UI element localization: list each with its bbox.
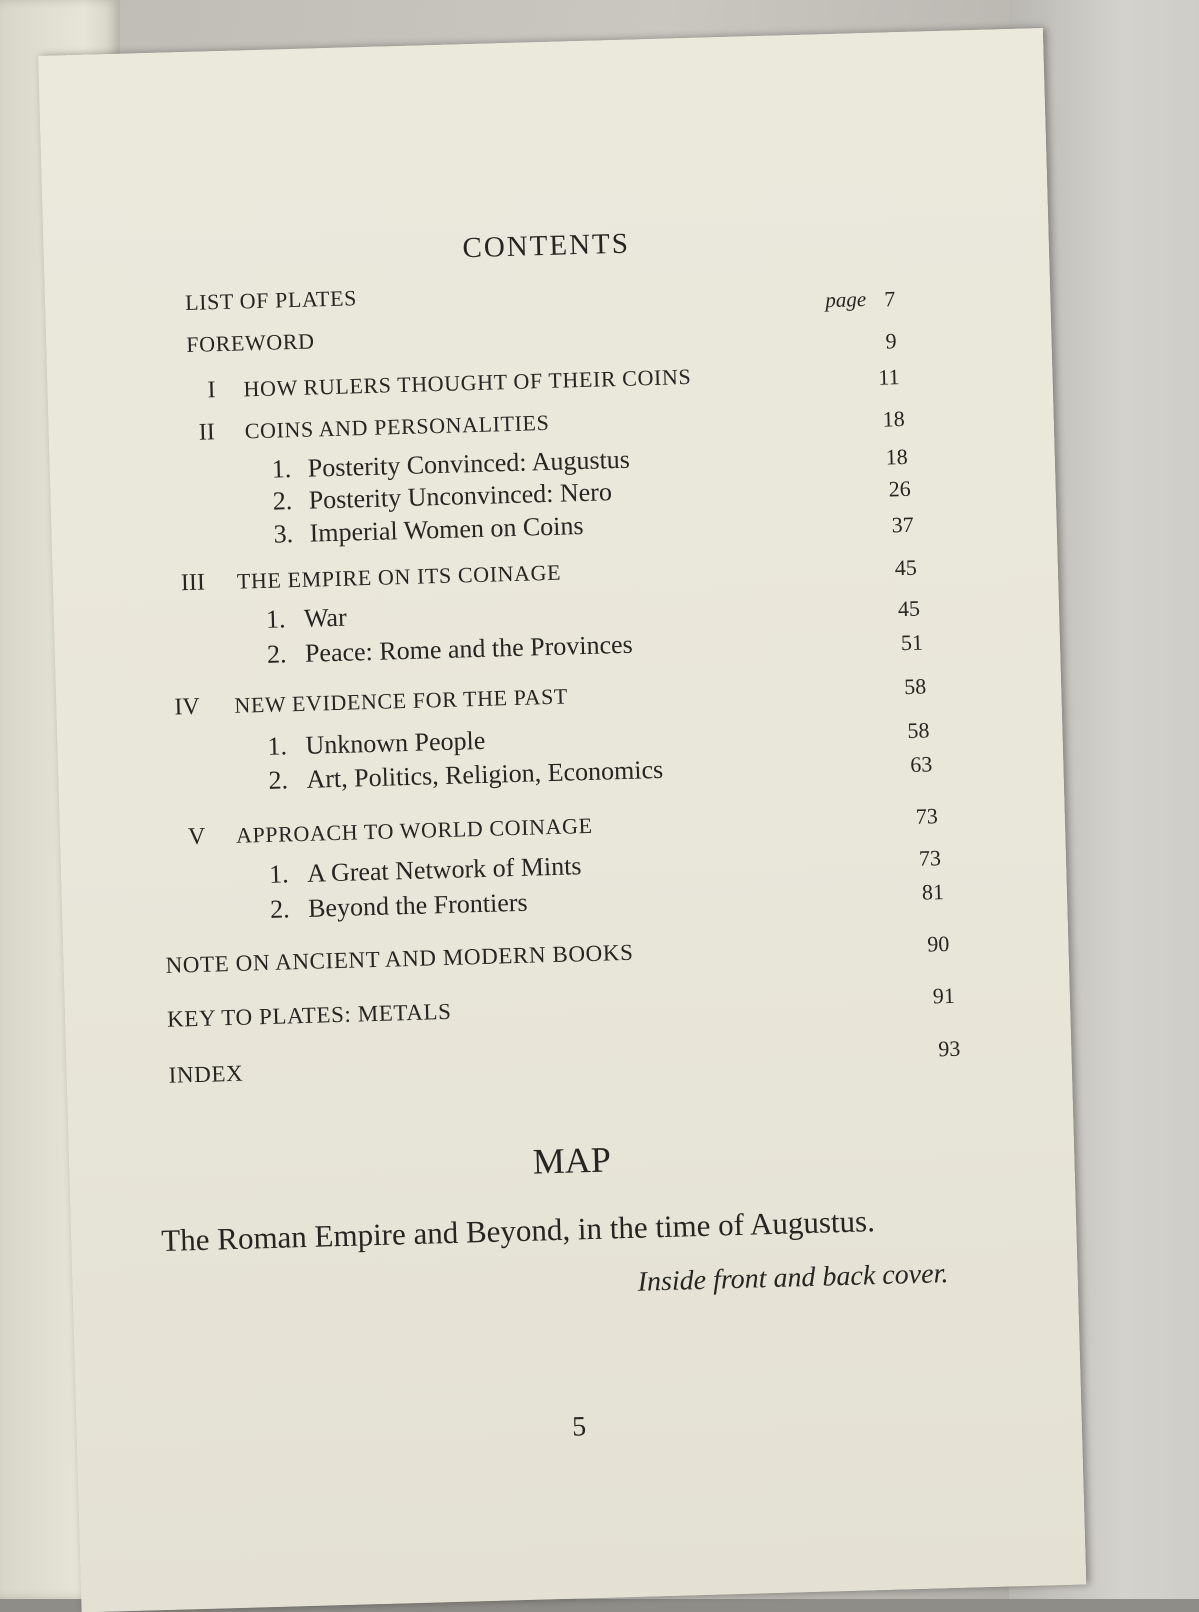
toc-entry-page: 11 bbox=[877, 364, 900, 390]
toc-entry-page: 26 bbox=[888, 475, 911, 502]
toc-entry-number: 1. bbox=[271, 454, 292, 484]
toc-section bbox=[272, 477, 613, 521]
toc-entry-page: 18 bbox=[885, 443, 909, 470]
toc-section bbox=[273, 510, 584, 554]
toc-entry-label: Beyond the Frontiers bbox=[307, 887, 528, 923]
toc-entry-label: Posterity Unconvinced: Nero bbox=[308, 477, 613, 515]
toc-entry-page: 93 bbox=[937, 1035, 961, 1062]
toc-entry-page: 51 bbox=[900, 629, 924, 656]
toc-section bbox=[269, 887, 528, 929]
toc-entry-page: 91 bbox=[932, 982, 956, 1009]
toc-entry-label: War bbox=[303, 602, 348, 633]
toc-entry-label: A Great Network of Mints bbox=[306, 851, 582, 888]
toc-entry-key-to-plates bbox=[166, 998, 452, 1041]
toc-entry-label: Art, Politics, Religion, Economics bbox=[306, 754, 664, 794]
toc-entry-foreword bbox=[185, 328, 315, 366]
toc-entry-label: COINS AND PERSONALITIES bbox=[244, 409, 550, 444]
toc-entry-page: 63 bbox=[909, 751, 933, 777]
toc-entry-page: 81 bbox=[921, 879, 945, 905]
page-title: CONTENTS bbox=[462, 227, 631, 265]
toc-entry-label: HOW RULERS THOUGHT OF THEIR COINS bbox=[243, 363, 692, 402]
toc-section bbox=[271, 444, 631, 489]
toc-section bbox=[266, 629, 634, 674]
map-location-note: Inside front and back cover. bbox=[637, 1258, 949, 1298]
toc-entry-page: 90 bbox=[926, 930, 950, 957]
toc-entry-label: THE EMPIRE ON ITS COINAGE bbox=[236, 559, 562, 594]
toc-entry-number: IV bbox=[174, 693, 201, 721]
toc-chapter-4 bbox=[174, 683, 569, 728]
toc-entry-number: 1. bbox=[265, 604, 286, 634]
toc-entry-page: 37 bbox=[891, 511, 914, 538]
toc-chapter-1 bbox=[207, 363, 692, 411]
toc-chapter-5 bbox=[187, 812, 593, 858]
toc-entry-page: 9 bbox=[885, 328, 897, 354]
toc-entry-index bbox=[168, 1060, 244, 1097]
toc-entry-label: NOTE ON ANCIENT AND MODERN BOOKS bbox=[165, 939, 634, 978]
toc-entry-label: NEW EVIDENCE FOR THE PAST bbox=[234, 683, 569, 718]
toc-entry-number: 2. bbox=[272, 486, 293, 516]
toc-section bbox=[265, 602, 348, 639]
toc-entry-list-of-plates bbox=[184, 285, 358, 324]
toc-section bbox=[267, 725, 486, 766]
toc-chapter-3 bbox=[180, 559, 562, 604]
toc-section bbox=[268, 754, 664, 800]
toc-entry-label: INDEX bbox=[168, 1060, 244, 1088]
toc-entry-page: 58 bbox=[903, 673, 927, 700]
toc-entry-label: FOREWORD bbox=[185, 328, 315, 358]
toc-entry-label: KEY TO PLATES: METALS bbox=[166, 998, 452, 1032]
toc-section bbox=[268, 851, 582, 894]
toc-entry-number: 2. bbox=[269, 894, 291, 924]
toc-entry-page: 73 bbox=[915, 803, 939, 829]
toc-entry-label: Peace: Rome and the Provinces bbox=[304, 629, 634, 668]
toc-entry-number: 2. bbox=[266, 639, 287, 669]
toc-entry-label: APPROACH TO WORLD COINAGE bbox=[235, 812, 593, 848]
toc-entry-number: V bbox=[187, 823, 206, 851]
page-number: 5 bbox=[571, 1411, 587, 1443]
toc-entry-label: Posterity Convinced: Augustus bbox=[307, 444, 631, 483]
toc-entry-page: 45 bbox=[894, 554, 918, 581]
book-page bbox=[38, 28, 1086, 1612]
toc-entry-number: II bbox=[198, 419, 216, 446]
toc-entry-number: III bbox=[180, 569, 206, 597]
toc-entry-label: Unknown People bbox=[305, 725, 486, 760]
toc-entry-number: 1. bbox=[268, 859, 290, 889]
toc-entry-page: 18 bbox=[882, 405, 906, 432]
toc-entry-note-on-books bbox=[165, 939, 634, 987]
toc-entry-label: Imperial Women on Coins bbox=[309, 510, 584, 548]
toc-entry-number: 1. bbox=[267, 731, 288, 761]
map-description: The Roman Empire and Beyond, in the time of Augustus. bbox=[160, 1203, 876, 1259]
page-word: page bbox=[824, 287, 867, 313]
map-heading: MAP bbox=[532, 1139, 612, 1182]
toc-entry-number: 2. bbox=[268, 765, 289, 795]
toc-chapter-2 bbox=[198, 409, 550, 454]
toc-entry-page: 58 bbox=[907, 717, 930, 744]
toc-entry-label: LIST OF PLATES bbox=[184, 285, 358, 316]
toc-entry-page: 73 bbox=[918, 845, 942, 871]
toc-entry-page: 45 bbox=[897, 595, 921, 622]
toc-entry-page: 7 bbox=[883, 286, 896, 312]
toc-entry-number: 3. bbox=[273, 519, 294, 549]
toc-entry-number: I bbox=[207, 377, 216, 404]
